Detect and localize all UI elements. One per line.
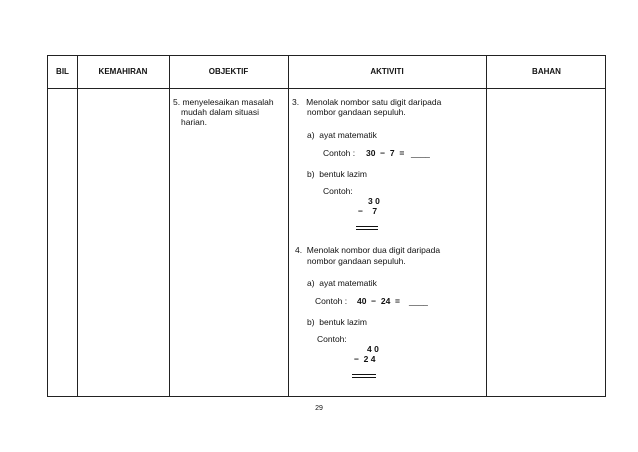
- objektif-line: 5. menyelesaikan masalah: [173, 97, 274, 107]
- col-divider: [77, 56, 78, 396]
- activity-3-b-label: b) bentuk lazim: [307, 169, 367, 179]
- col-divider: [169, 56, 170, 396]
- header-bahan: BAHAN: [532, 67, 561, 76]
- answer-line: [352, 374, 376, 375]
- header-objektif: OBJEKTIF: [208, 67, 249, 76]
- curriculum-table: [47, 55, 606, 397]
- activity-4-title-cont: nombor gandaan sepuluh.: [307, 256, 406, 266]
- activity-3-b-example: Contoh:: [323, 186, 353, 196]
- answer-line: [356, 229, 378, 230]
- activity-4-a-blank: ____: [409, 296, 428, 306]
- answer-line: [352, 377, 376, 378]
- activity-3-a-blank: ____: [411, 148, 430, 158]
- activity-4-b-minuend: 4 0: [367, 344, 379, 354]
- activity-3-title-cont: nombor gandaan sepuluh.: [307, 107, 406, 117]
- col-divider: [486, 56, 487, 396]
- header-kemahiran: KEMAHIRAN: [98, 67, 148, 76]
- activity-4-b-label: b) bentuk lazim: [307, 317, 367, 327]
- activity-4-title: 4. Menolak nombor dua digit daripada: [295, 245, 441, 255]
- activity-3-a-label: a) ayat matematik: [307, 130, 377, 140]
- activity-3-a-equation: 30 − 7 =: [366, 148, 405, 158]
- answer-line: [356, 226, 378, 227]
- col-divider: [288, 56, 289, 396]
- header-bil: BIL: [56, 67, 69, 76]
- header-aktiviti: AKTIVITI: [370, 67, 404, 76]
- activity-3-b-minuend: 3 0: [368, 196, 380, 206]
- activity-3-b-subtrahend: − 7: [358, 206, 378, 216]
- activity-4-a-equation: 40 − 24 =: [357, 296, 401, 306]
- activity-4-b-example: Contoh:: [317, 334, 347, 344]
- activity-3-title: 3. Menolak nombor satu digit daripada: [292, 97, 442, 107]
- header-row-divider: [48, 88, 605, 89]
- page-number: 29: [315, 405, 323, 412]
- objektif-line: harian.: [181, 117, 207, 127]
- objektif-line: mudah dalam situasi: [181, 107, 259, 117]
- activity-4-a-label: a) ayat matematik: [307, 278, 377, 288]
- activity-4-a-example-prefix: Contoh :: [315, 296, 348, 306]
- activity-4-b-subtrahend: − 2 4: [354, 354, 376, 364]
- activity-3-a-example-prefix: Contoh :: [323, 148, 356, 158]
